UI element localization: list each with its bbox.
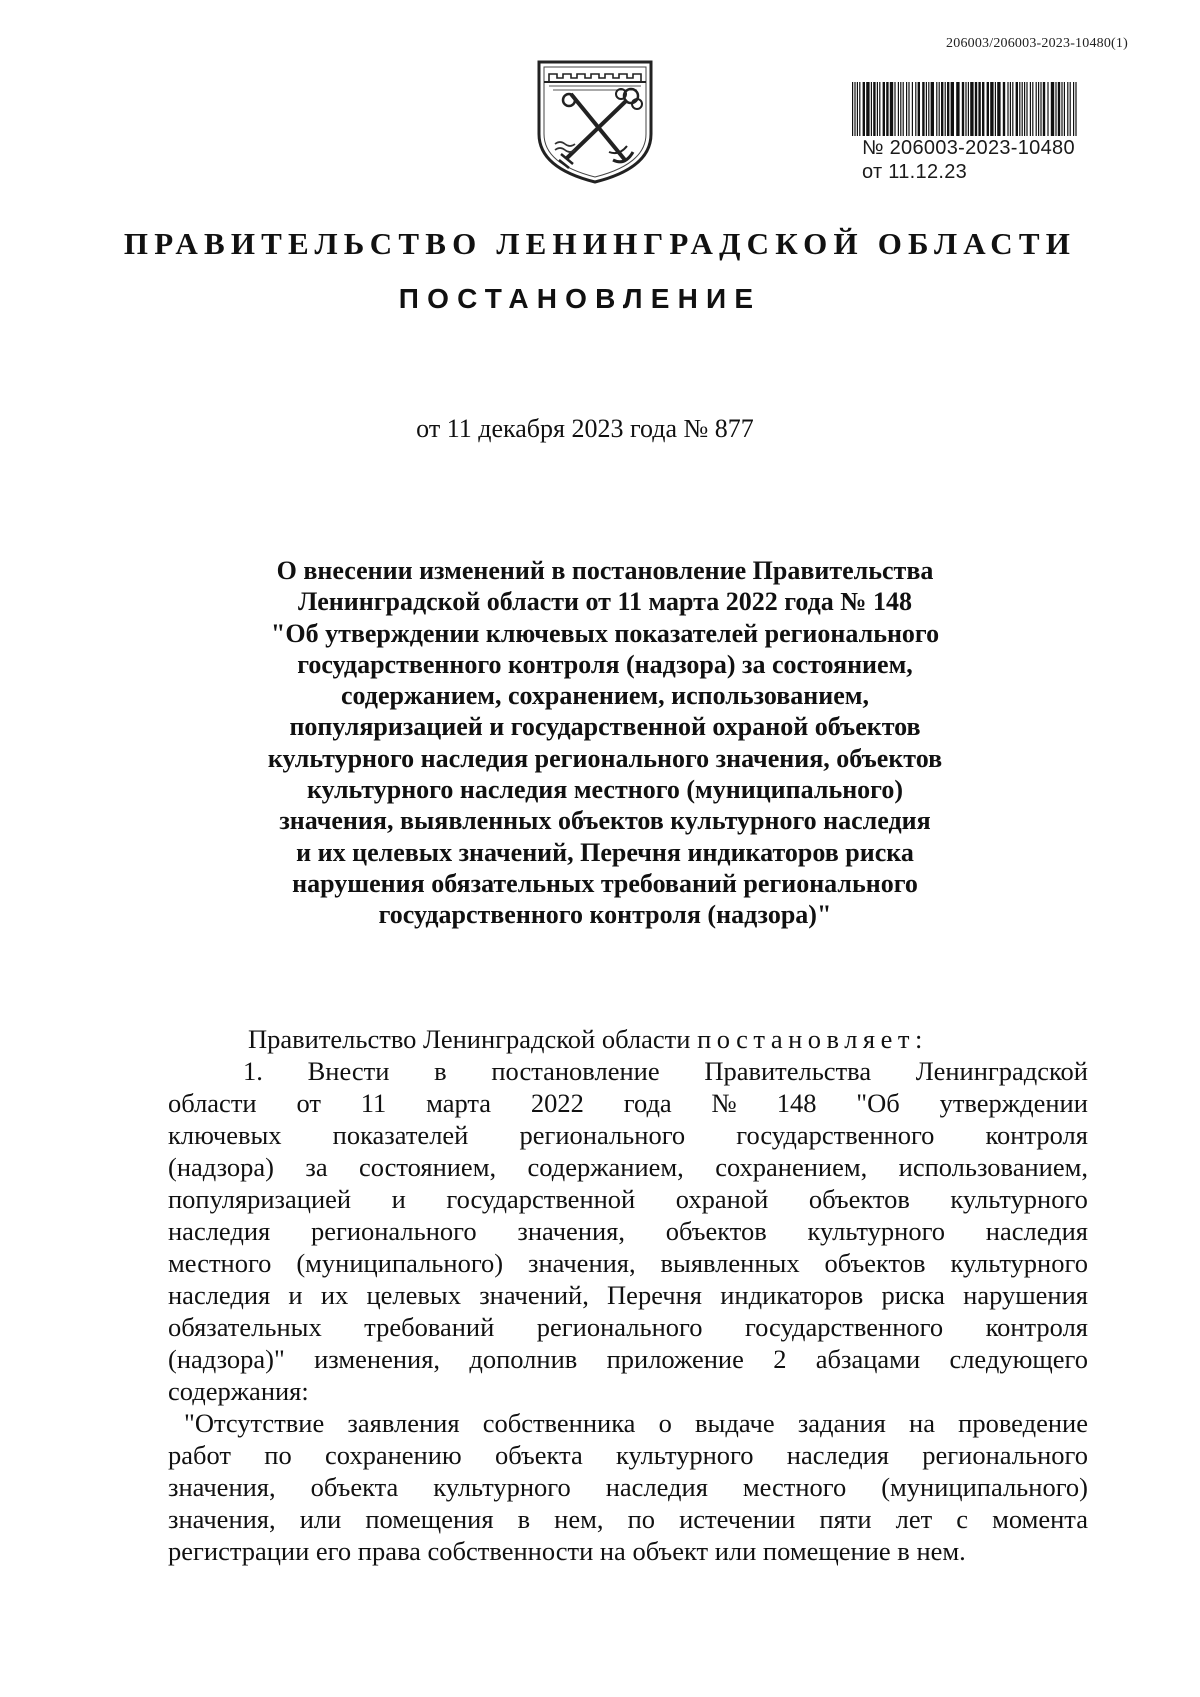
- word: государственного: [744, 1312, 944, 1342]
- barcode-bar: [908, 82, 909, 136]
- word: постановление: [491, 1056, 660, 1086]
- barcode-bar: [1007, 82, 1008, 136]
- word: 148: [776, 1088, 817, 1118]
- preamble-verb: постановляет:: [697, 1024, 928, 1054]
- barcode-bar: [886, 82, 888, 136]
- word: в: [434, 1056, 447, 1086]
- word: за: [305, 1152, 328, 1182]
- word: по: [264, 1440, 292, 1470]
- barcode-bar: [945, 82, 946, 136]
- word: местного: [742, 1472, 847, 1502]
- barcode-bar: [1003, 82, 1005, 136]
- item-1: [168, 1055, 1088, 1375]
- word: с: [956, 1504, 969, 1534]
- subject-line: Ленинградской области от 11 марта 2022 года № 148: [298, 587, 912, 617]
- justified-line: [168, 1055, 1088, 1087]
- word: в: [517, 1504, 531, 1534]
- word: и: [391, 1184, 406, 1214]
- barcode-bar: [1019, 82, 1020, 136]
- barcode-bar: [1036, 82, 1037, 136]
- barcode-bar: [1051, 82, 1054, 136]
- barcode-bar: [1026, 82, 1027, 136]
- barcode-bar: [915, 82, 916, 136]
- word: регионального: [536, 1312, 703, 1342]
- word: утверждении: [939, 1088, 1088, 1118]
- word: Правительства: [704, 1056, 872, 1086]
- word: наследия: [168, 1216, 271, 1246]
- word: нем,: [554, 1504, 604, 1534]
- word: государственного: [736, 1120, 935, 1150]
- barcode-bar: [1070, 82, 1071, 136]
- word: работ: [168, 1440, 231, 1470]
- barcode-bar: [906, 82, 907, 136]
- word: культурного: [950, 1184, 1088, 1214]
- word: обязательных: [168, 1312, 322, 1342]
- barcode-bar: [965, 82, 966, 136]
- barcode-bar: [866, 82, 869, 136]
- subject-line: государственного контроля (надзора)": [378, 900, 832, 930]
- word: по: [627, 1504, 656, 1534]
- subject-line: государственного контроля (надзора) за состоянием,: [297, 649, 913, 679]
- item-1-last-line: содержания:: [168, 1376, 309, 1406]
- barcode-bar: [1010, 82, 1011, 136]
- word: приложение: [606, 1344, 744, 1374]
- word: показателей: [332, 1120, 469, 1150]
- word: пяти: [819, 1504, 872, 1534]
- word: Ленинградской: [915, 1056, 1088, 1086]
- word: культурного: [807, 1216, 946, 1246]
- word: регионального: [310, 1216, 477, 1246]
- justified-line: [168, 1343, 1088, 1375]
- registration-number: № 206003-2023-10480: [862, 137, 1075, 159]
- justified-line: [168, 1503, 1088, 1535]
- word: выдаче: [695, 1408, 775, 1438]
- word: лет: [895, 1504, 933, 1534]
- word: момента: [992, 1504, 1088, 1534]
- barcode-bar: [978, 82, 980, 136]
- word: наследия: [605, 1472, 708, 1502]
- barcode-bar: [852, 82, 853, 136]
- word: их: [320, 1280, 349, 1310]
- word: области: [168, 1088, 257, 1118]
- justified-line: [168, 1439, 1088, 1471]
- word: значений,: [479, 1280, 589, 1310]
- barcode-bar: [947, 82, 949, 136]
- word: объекта: [494, 1440, 583, 1470]
- word: следующего: [949, 1344, 1088, 1374]
- barcode-bar: [941, 82, 943, 136]
- barcode-bar: [873, 82, 875, 136]
- barcode-bar: [956, 82, 959, 136]
- subject-line: содержанием, сохранением, использованием,: [341, 681, 869, 711]
- barcode-bar: [859, 82, 860, 136]
- word: наследия: [168, 1280, 271, 1310]
- word: целевых: [366, 1280, 461, 1310]
- word: наследия: [786, 1440, 889, 1470]
- word: сохранению: [324, 1440, 462, 1470]
- subject-line: нарушения обязательных требований регионального: [292, 868, 918, 898]
- document-id: 206003/206003-2023-10480(1): [946, 36, 1128, 51]
- barcode-bar: [854, 82, 855, 136]
- word: требований: [364, 1312, 495, 1342]
- barcode-bar: [903, 82, 904, 136]
- barcode-bar: [918, 82, 920, 136]
- subject-line: О внесении изменений в постановление Правительства: [276, 556, 934, 585]
- word: №: [711, 1088, 737, 1118]
- word: контроля: [985, 1120, 1088, 1150]
- barcode-bar: [1024, 82, 1025, 136]
- word: "Об: [856, 1088, 900, 1118]
- word: 2: [773, 1344, 787, 1374]
- subject-line: культурного наследия регионального значения, объектов: [267, 743, 943, 773]
- word: значения,: [168, 1472, 276, 1502]
- barcode-bar: [1038, 82, 1039, 136]
- subject-line: культурного наследия местного (муниципального): [307, 775, 903, 805]
- preamble: [168, 1023, 1088, 1055]
- decree-subject: [215, 555, 995, 931]
- word: от: [296, 1088, 321, 1118]
- barcode-bar: [975, 82, 977, 136]
- barcode-bar: [1022, 82, 1023, 136]
- barcode-bar: [997, 82, 1000, 136]
- registration-date: от 11.12.23: [862, 161, 968, 183]
- word: или: [299, 1504, 342, 1534]
- word: (муниципального): [296, 1248, 504, 1278]
- word: объектов: [824, 1248, 926, 1278]
- justified-line: [168, 1183, 1088, 1215]
- justified-line: [168, 1119, 1088, 1151]
- barcode-bar: [898, 82, 899, 136]
- word: контроля: [985, 1312, 1088, 1342]
- justified-line: [168, 1087, 1088, 1119]
- word: 2022: [530, 1088, 584, 1118]
- word: 1.: [243, 1056, 263, 1086]
- word: риска: [881, 1280, 945, 1310]
- justified-line: [168, 1311, 1088, 1343]
- word: дополнив: [469, 1344, 578, 1374]
- decree-date: от 11 декабря 2023 года № 877: [416, 414, 754, 443]
- decree-body: [168, 1023, 1088, 1567]
- barcode-bar: [1043, 82, 1045, 136]
- word: сохранением,: [715, 1152, 868, 1182]
- barcode-bar: [1016, 82, 1018, 136]
- preamble-text: Правительство Ленинградской области: [248, 1024, 691, 1054]
- barcode-bar: [982, 82, 984, 136]
- barcode-bar: [1064, 82, 1065, 136]
- word: проведение: [958, 1408, 1088, 1438]
- justified-line: [168, 1151, 1088, 1183]
- justified-line: [168, 1407, 1088, 1439]
- barcode-bar: [928, 82, 929, 136]
- word: (надзора)": [168, 1344, 285, 1374]
- barcode-icon: [852, 82, 1080, 136]
- barcode-bar: [939, 82, 940, 136]
- word: заявления: [347, 1408, 460, 1438]
- quoted-paragraph: [168, 1407, 1088, 1535]
- word: объектов: [808, 1184, 910, 1214]
- word: государственной: [446, 1184, 636, 1214]
- barcode-bar: [995, 82, 996, 136]
- barcode-bar: [863, 82, 865, 136]
- barcode-bar: [1075, 82, 1076, 136]
- word: "Отсутствие: [184, 1408, 325, 1438]
- subject-line: и их целевых значений, Перечня индикаторов риска: [296, 837, 914, 867]
- word: (муниципального): [881, 1472, 1088, 1502]
- word: и: [288, 1280, 303, 1310]
- word: абзацами: [815, 1344, 921, 1374]
- word: культурного: [950, 1248, 1088, 1278]
- word: задания: [797, 1408, 886, 1438]
- word: индикаторов: [720, 1280, 864, 1310]
- word: истечении: [679, 1504, 796, 1534]
- word: содержанием,: [527, 1152, 684, 1182]
- word: охраной: [675, 1184, 769, 1214]
- barcode-bar: [1073, 82, 1074, 136]
- word: о: [658, 1408, 672, 1438]
- word: Внести: [307, 1056, 390, 1086]
- barcode-bar: [987, 82, 989, 136]
- barcode-bar: [857, 82, 858, 136]
- barcode-bar: [894, 82, 895, 136]
- word: местного: [168, 1248, 272, 1278]
- barcode-bar: [912, 82, 913, 136]
- barcode-bar: [936, 82, 937, 136]
- barcode-bar: [951, 82, 954, 136]
- barcode-bar: [990, 82, 993, 136]
- barcode-bar: [900, 82, 901, 136]
- word: года: [623, 1088, 672, 1118]
- word: ключевых: [168, 1120, 282, 1150]
- quote-last-line: регистрации его права собственности на объект или помещение в нем.: [168, 1536, 966, 1566]
- word: регионального: [922, 1440, 1088, 1470]
- word: изменения,: [314, 1344, 441, 1374]
- barcode-bar: [1030, 82, 1031, 136]
- barcode-bar: [970, 82, 973, 136]
- subject-line: "Об утверждении ключевых показателей регионального: [270, 618, 940, 648]
- justified-line: [168, 1471, 1088, 1503]
- justified-line: [168, 1279, 1088, 1311]
- subject-line: популяризацией и государственной охраной объектов: [289, 712, 921, 742]
- word: популяризацией: [168, 1184, 352, 1214]
- word: Перечня: [607, 1280, 702, 1310]
- barcode-bar: [890, 82, 893, 136]
- word: (надзора): [168, 1152, 274, 1182]
- barcode-bar: [922, 82, 924, 136]
- subject-line: значения, выявленных объектов культурного наследия: [279, 806, 931, 836]
- word: объекта: [310, 1472, 399, 1502]
- government-title: ПРАВИТЕЛЬСТВО ЛЕНИНГРАДСКОЙ ОБЛАСТИ: [123, 226, 1077, 261]
- barcode-bar: [1067, 82, 1068, 136]
- barcode-bar: [871, 82, 872, 136]
- barcode-bar: [931, 82, 934, 136]
- word: объектов: [665, 1216, 767, 1246]
- barcode-bar: [1040, 82, 1041, 136]
- word: значения,: [517, 1216, 625, 1246]
- word: культурного: [616, 1440, 754, 1470]
- barcode-bar: [926, 82, 927, 136]
- justified-line: [168, 1247, 1088, 1279]
- barcode-bar: [883, 82, 885, 136]
- justified-line: [168, 1215, 1088, 1247]
- word: помещения: [365, 1504, 494, 1534]
- barcode-bar: [877, 82, 878, 136]
- coat-of-arms-icon: [533, 56, 657, 186]
- barcode-bar: [1061, 82, 1062, 136]
- document-type: ПОСТАНОВЛЕНИЕ: [398, 283, 762, 314]
- word: нарушения: [963, 1280, 1088, 1310]
- word: значения,: [168, 1504, 276, 1534]
- word: собственника: [482, 1408, 636, 1438]
- word: состоянием,: [358, 1152, 497, 1182]
- barcode-bar: [1047, 82, 1048, 136]
- barcode-bar: [1012, 82, 1013, 136]
- barcode-bar: [879, 82, 880, 136]
- barcode-bar: [968, 82, 969, 136]
- barcode-bar: [1058, 82, 1060, 136]
- barcode-bar: [1032, 82, 1033, 136]
- word: на: [909, 1408, 935, 1438]
- barcode-bar: [962, 82, 964, 136]
- word: марта: [426, 1088, 492, 1118]
- word: 11: [360, 1088, 387, 1118]
- word: значения,: [528, 1248, 636, 1278]
- word: регионального: [519, 1120, 686, 1150]
- word: использованием,: [898, 1152, 1088, 1182]
- word: наследия: [985, 1216, 1088, 1246]
- word: культурного: [433, 1472, 571, 1502]
- barcode-bar: [1055, 82, 1056, 136]
- word: выявленных: [660, 1248, 800, 1278]
